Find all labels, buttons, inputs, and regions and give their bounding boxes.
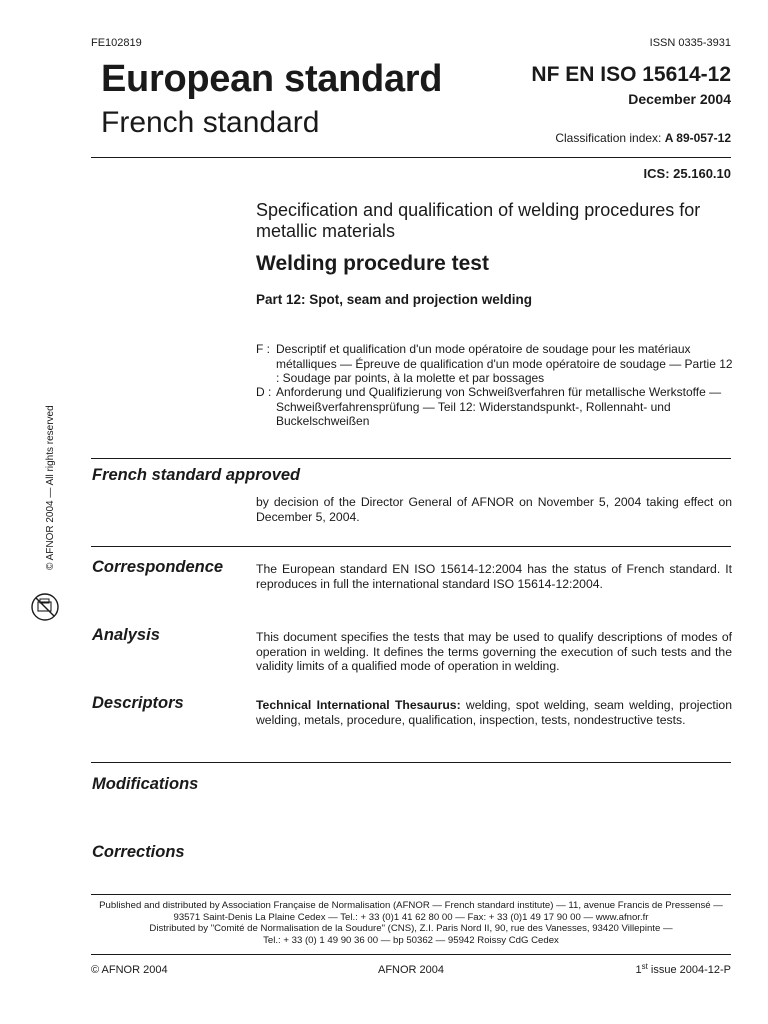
classification-value: A 89-057-12 <box>664 131 731 145</box>
publisher-info <box>91 900 731 946</box>
approved-body: by decision of the Director General of AFNOR on November 5, 2004 taking effect on December 5, 2004. <box>256 495 732 524</box>
publisher-line: Published and distributed by Association Française de Normalisation (AFNOR — French standard institute) — 11, avenue Francis de Pressensé — <box>99 900 723 911</box>
standard-number: NF EN ISO 15614-12 <box>531 63 731 86</box>
issn: ISSN 0335-3931 <box>649 37 731 49</box>
issue-label: issue 2004-12-P <box>647 964 731 976</box>
descriptors-lead: Technical International Thesaurus: <box>256 698 461 712</box>
translation-german <box>256 385 736 429</box>
classification-label: Classification index: <box>555 131 665 145</box>
modifications-heading: Modifications <box>92 775 199 793</box>
specification-title: Specification and qualification of welding procedures for metallic materials <box>256 200 701 241</box>
publisher-line: Distributed by "Comité de Normalisation de la Soudure" (CNS), Z.I. Paris Nord II, 90, rue des Vanesses, 93420 Villepinte — <box>149 923 673 935</box>
header-divider <box>91 157 731 158</box>
sidebar-copyright: © AFNOR 2004 — All rights reserved <box>45 405 56 570</box>
part-title: Part 12: Spot, seam and projection welding <box>256 292 533 307</box>
analysis-heading: Analysis <box>92 626 160 644</box>
approved-heading: French standard approved <box>92 466 301 484</box>
publisher-line: Tel.: + 33 (0) 1 49 90 36 00 — bp 50362 — 95942 Roissy CdG Cedex <box>263 934 559 946</box>
publisher-divider <box>91 894 731 895</box>
translation-text: Anforderung und Qualifizierung von Schweißverfahren für metallische Werkstoffe — Schweißverfahrensprüfung — Teil 12: Widerstandspunkt-, Rollennaht- und Buckelschweißen <box>276 385 722 429</box>
classification-index <box>555 131 731 145</box>
translation-text: Descriptif et qualification d'un mode opératoire de soudage pour les matériaux métalliques — Épreuve de qualification d'un mode opératoire de soudage — Partie 12 : Soudage par points, à la molette et par bossages <box>276 342 733 386</box>
translation-french <box>256 342 736 386</box>
descriptors-body <box>256 698 732 727</box>
section-divider <box>91 762 731 763</box>
correspondence-body: The European standard EN ISO 15614-12:2004 has the status of French standard. It reproduces in full the international standard ISO 15614-12:2004. <box>256 562 732 591</box>
footer-divider <box>91 954 731 955</box>
title-sub: French standard <box>101 106 320 139</box>
translation-code: D : <box>256 385 272 399</box>
ics-code: ICS: 25.160.10 <box>643 166 731 181</box>
publisher-line: 93571 Saint-Denis La Plaine Cedex — Tel.: + 33 (0)1 41 62 80 00 — Fax: + 33 (0)1 49 17 90 00 — www.afnor.fr <box>173 911 649 923</box>
title-main: European standard <box>101 58 443 100</box>
procedure-test-title: Welding procedure test <box>256 252 489 275</box>
correspondence-heading: Correspondence <box>92 558 224 576</box>
corrections-heading: Corrections <box>92 843 185 861</box>
issue-number: 1 <box>635 964 642 976</box>
section-divider <box>91 546 731 547</box>
section-divider <box>91 458 731 459</box>
translation-code: F : <box>256 342 270 356</box>
descriptors-heading: Descriptors <box>92 694 184 712</box>
issue-ordinal: st <box>641 962 648 971</box>
footer-copyright: © AFNOR 2004 <box>91 964 168 976</box>
footer-center: AFNOR 2004 <box>378 964 445 976</box>
descriptors-terms: welding, spot welding, seam welding, projection welding, metals, procedure, qualification, inspection, tests, nondestructive tests. <box>256 698 732 727</box>
no-photocopy-icon <box>30 592 60 622</box>
document-code: FE102819 <box>91 37 142 49</box>
analysis-body: This document specifies the tests that may be used to qualify descriptions of modes of operation in welding. It defines the terms governing the execution of such tests and the validity limits of a qualified mode of operation in welding. <box>256 630 732 674</box>
standard-date: December 2004 <box>628 91 731 107</box>
footer-issue <box>635 962 731 976</box>
